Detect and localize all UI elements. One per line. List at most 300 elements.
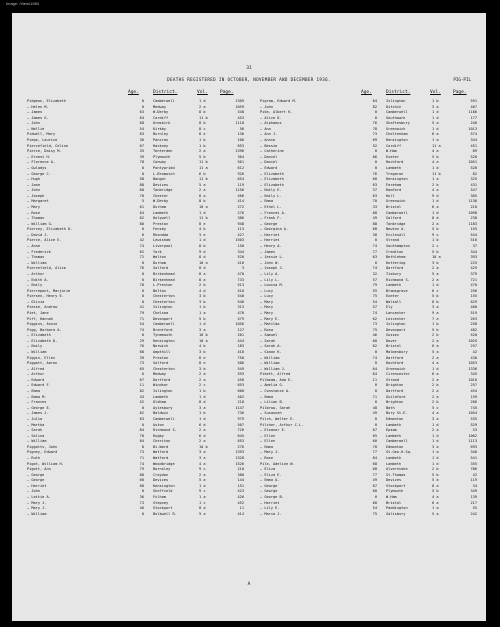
entry-name: — Amelia G. xyxy=(260,383,284,388)
entry-name: — John W. xyxy=(260,260,280,265)
entry-age: 0 xyxy=(141,444,144,449)
entry-age: 60 xyxy=(372,489,377,494)
entry-name: — Sarah xyxy=(260,338,276,343)
entry-volume: 5 a xyxy=(432,350,439,355)
entry-age: 73 xyxy=(372,322,377,327)
entry-page: 423 xyxy=(237,489,244,494)
entry-district: Sussex xyxy=(386,333,399,338)
entry-age: 78 xyxy=(139,160,144,165)
entry-age: 74 xyxy=(372,355,377,360)
entry-page: 276 xyxy=(237,210,244,215)
entry-district: Tynemouth xyxy=(153,333,173,338)
entry-age: 0 xyxy=(141,171,144,176)
entry-page: 1309 xyxy=(235,99,244,103)
entry-district: Lambeth xyxy=(386,422,402,427)
entry-name: Piggotts, John xyxy=(27,444,58,449)
entry-volume: 4 b xyxy=(199,344,206,349)
entry-name: — Anne xyxy=(27,244,40,249)
entry-age: 80 xyxy=(139,472,144,477)
entry-age: 0 xyxy=(374,416,377,421)
entry-name: — Mary xyxy=(260,299,273,304)
entry-volume: 5 a xyxy=(432,271,439,276)
entry-volume: 4 a xyxy=(432,495,439,500)
entry-page: 242 xyxy=(470,511,477,516)
entry-district: Islington xyxy=(386,99,406,103)
entry-page: 106 xyxy=(237,138,244,143)
entry-district: Medway xyxy=(153,372,166,377)
entry-name: — John xyxy=(27,188,40,193)
entry-page: 540 xyxy=(237,294,244,299)
entry-name: — James xyxy=(260,249,276,254)
entry-name: — James G. xyxy=(27,115,49,120)
entry-page: 549 xyxy=(237,366,244,371)
entry-name: — George xyxy=(27,478,45,483)
entry-district: Cheltenham xyxy=(386,132,408,137)
entry-name: Pilcher, Arthur C.L. xyxy=(260,422,304,427)
entry-volume: 1 b xyxy=(199,143,206,148)
entry-district: Durham xyxy=(153,204,166,209)
entry-page: 1098 xyxy=(468,210,477,215)
entry-page: 507 xyxy=(237,422,244,427)
entry-district: Stepney xyxy=(153,500,169,505)
entry-page: 257 xyxy=(470,344,477,349)
entry-volume: 1 a xyxy=(432,506,439,511)
entry-name: — Ethel L. xyxy=(260,204,282,209)
entry-district: Lambeth xyxy=(153,394,169,399)
entry-age: 39 xyxy=(139,154,144,159)
entry-volume: 3 a xyxy=(199,450,206,455)
entry-page: 407 xyxy=(470,104,477,109)
entry-district: Camberwell xyxy=(153,322,175,327)
entry-age: 68 xyxy=(139,121,144,126)
entry-district: Dartford xyxy=(153,377,171,382)
entry-age: 75 xyxy=(372,327,377,332)
entry-page: 410 xyxy=(237,260,244,265)
entry-name: — Alfred xyxy=(27,366,45,371)
entry-district: Oldham xyxy=(153,400,166,405)
entry-volume: 5 b xyxy=(432,472,439,477)
entry-page: 529 xyxy=(470,422,477,427)
entry-name: Pidgeon, Elizabeth xyxy=(27,99,66,103)
entry-volume: 6 a xyxy=(432,372,439,377)
entry-district: Plymouth xyxy=(386,489,404,494)
entry-district: Brighton xyxy=(386,383,404,388)
entry-page: 574 xyxy=(470,132,477,137)
entry-age: 33 xyxy=(372,204,377,209)
entry-page: 56 xyxy=(239,126,244,131)
entry-volume: 4 a xyxy=(432,160,439,165)
entry-age: 39 xyxy=(139,355,144,360)
entry-name: — Maria J. xyxy=(260,511,282,516)
entry-district: Guildford xyxy=(386,394,406,399)
entry-volume: 9 c xyxy=(432,232,439,237)
entry-name: — Emma xyxy=(260,199,273,204)
entry-volume: 2 a xyxy=(432,277,439,282)
entry-district: Lancaster xyxy=(386,310,406,315)
entry-page: 159 xyxy=(470,394,477,399)
entry-page: 344 xyxy=(237,249,244,254)
entry-name: Pidwell, Mary xyxy=(27,132,56,137)
entry-name: Piercey, Elizabeth D. xyxy=(27,227,73,232)
entry-volume: 2 c xyxy=(432,244,439,249)
entry-age: 54 xyxy=(372,299,377,304)
entry-age: 74 xyxy=(139,461,144,466)
entry-district: Kirkby xyxy=(153,126,166,131)
entry-page: 427 xyxy=(237,232,244,237)
page-reference: PIG-PIL xyxy=(453,77,471,82)
entry-name: — William xyxy=(27,511,47,516)
entry-page: 183 xyxy=(237,344,244,349)
entry-age: 58 xyxy=(139,177,144,182)
entry-age: 68 xyxy=(372,227,377,232)
entry-volume: 1 d xyxy=(432,126,439,131)
entry-district: Exeter xyxy=(386,294,399,299)
entry-page: 1013 xyxy=(468,126,477,131)
entry-name: — Lily E. xyxy=(260,506,280,511)
entry-age: 82 xyxy=(139,389,144,394)
entry-name: — Emma M. xyxy=(27,394,47,399)
entry-district: Kettering xyxy=(386,260,406,265)
entry-page: 119 xyxy=(237,182,244,187)
entry-district: Brighton xyxy=(386,400,404,405)
entry-page: 519 xyxy=(470,310,477,315)
entry-volume: 8 a xyxy=(199,193,206,198)
entry-name: — Joseph xyxy=(27,193,45,198)
table-row xyxy=(27,512,247,518)
entry-district: Devizes xyxy=(386,478,402,483)
entry-age: 0 xyxy=(141,227,144,232)
entry-name: — Ellen xyxy=(260,439,276,444)
entry-name: — Emily xyxy=(27,344,43,349)
entry-page: 305 xyxy=(470,193,477,198)
entry-page: 645 xyxy=(237,433,244,438)
entry-page: 217 xyxy=(470,500,477,505)
entry-page: 745 xyxy=(470,405,477,410)
entry-age: 62 xyxy=(139,216,144,221)
entry-district: Chester xyxy=(153,193,169,198)
entry-volume: 6 a xyxy=(432,344,439,349)
entry-age: 63 xyxy=(139,416,144,421)
entry-name: — Samuel xyxy=(260,333,278,338)
entry-volume: 3 e xyxy=(199,232,206,237)
entry-name: — Ann J. xyxy=(260,132,278,137)
entry-page: 1156 xyxy=(235,188,244,193)
entry-page: 516 xyxy=(470,238,477,243)
entry-district: Dover xyxy=(386,338,397,343)
entry-district: Salisbury xyxy=(386,511,406,516)
entry-page: 466 xyxy=(237,193,244,198)
entry-name: — Rosa xyxy=(260,327,273,332)
entry-district: Leicester xyxy=(386,316,406,321)
entry-district: Pontypridd xyxy=(153,165,175,170)
entry-name: — Frederick xyxy=(27,249,51,254)
entry-name: — Mary J. xyxy=(27,506,47,511)
entry-age: 0 xyxy=(141,489,144,494)
entry-age: 70 xyxy=(372,444,377,449)
entry-age: 63 xyxy=(372,255,377,260)
entry-district: Camberwell xyxy=(386,210,408,215)
entry-age: 62 xyxy=(372,344,377,349)
entry-page: 410 xyxy=(237,350,244,355)
entry-page: 386 xyxy=(237,216,244,221)
entry-volume: 4 a xyxy=(432,149,439,154)
entry-name: — William xyxy=(260,355,280,360)
entry-volume: 2 a xyxy=(199,104,206,109)
entry-name: — Daniel xyxy=(260,160,278,165)
entry-district: Fareham xyxy=(386,182,402,187)
entry-name: — Ellen xyxy=(260,433,276,438)
entry-volume: 8 e xyxy=(199,355,206,360)
entry-district: W.Ham xyxy=(386,149,397,154)
column-headers xyxy=(260,90,480,99)
entry-district: Bromsgrove xyxy=(386,288,408,293)
entry-page: 733 xyxy=(237,277,244,282)
entry-name: — Eliza E. xyxy=(260,472,282,477)
entry-page: 344 xyxy=(470,138,477,143)
entry-district: Dartford xyxy=(386,389,404,394)
entry-page: 926 xyxy=(237,171,244,176)
entry-name: — Louisa M. xyxy=(260,283,284,288)
entry-volume: 5 a xyxy=(199,182,206,187)
entry-volume: 3 a xyxy=(432,444,439,449)
entry-volume: 3 a xyxy=(432,416,439,421)
entry-district: Stockport xyxy=(153,506,173,511)
entry-district: Aylesbury xyxy=(153,405,173,410)
entry-name: Pilch, Walter E. xyxy=(260,416,295,421)
entry-age: 61 xyxy=(139,204,144,209)
entry-district: Romford xyxy=(386,188,402,193)
entry-district: Lambeth xyxy=(153,210,169,215)
entry-page: 1118 xyxy=(235,121,244,126)
entry-page: 1136 xyxy=(468,199,477,204)
entry-name: — John xyxy=(260,104,273,109)
entry-district: Devizes xyxy=(153,182,169,187)
entry-volume: 5 b xyxy=(199,154,206,159)
entry-page: 444 xyxy=(237,338,244,343)
page-number: 31 xyxy=(246,66,252,71)
entry-page: 456 xyxy=(237,377,244,382)
entry-page: 119 xyxy=(470,478,477,483)
register-page xyxy=(12,13,486,621)
entry-volume: 1 d xyxy=(199,322,206,327)
entry-volume: 3 a xyxy=(432,305,439,310)
entry-district: Kensington xyxy=(386,177,408,182)
entry-volume: 2 a xyxy=(199,149,206,154)
entry-volume: 5 b xyxy=(432,489,439,494)
entry-name: — George xyxy=(260,489,278,494)
entry-volume: 8 a xyxy=(432,483,439,488)
entry-page: 726 xyxy=(237,428,244,433)
entry-page: 653 xyxy=(237,439,244,444)
entry-volume: 1 b xyxy=(432,238,439,243)
entry-age: 60 xyxy=(372,338,377,343)
page-header: Page. xyxy=(220,90,234,95)
entry-page: 546 xyxy=(237,299,244,304)
entry-volume: 2 a xyxy=(432,394,439,399)
entry-name: — John xyxy=(27,121,40,126)
entry-age: 73 xyxy=(139,500,144,505)
entry-age: 84 xyxy=(139,439,144,444)
entry-page: 786 xyxy=(470,467,477,472)
entry-page: 1054 xyxy=(468,411,477,416)
entry-name: Piet, Jane xyxy=(27,310,49,315)
entry-age: 74 xyxy=(372,244,377,249)
entry-name: — Joseph J. xyxy=(260,266,284,271)
viewer-toolbar xyxy=(0,0,500,12)
entry-volume: 1 d xyxy=(432,439,439,444)
entry-volume: 1 b xyxy=(199,305,206,310)
entry-volume: 2 a xyxy=(199,372,206,377)
entry-page: 482 xyxy=(470,327,477,332)
entry-page: 37 xyxy=(472,244,477,249)
entry-page: 451 xyxy=(470,143,477,148)
entry-page: 256 xyxy=(470,288,477,293)
entry-age: 0 xyxy=(141,405,144,410)
entry-age: 49 xyxy=(372,411,377,416)
entry-name: — Harriet xyxy=(27,483,47,488)
entry-volume: 1 d xyxy=(432,210,439,215)
entry-volume: 2 a xyxy=(432,338,439,343)
entry-district: Greenwich xyxy=(386,199,406,204)
entry-district: Tonbridge xyxy=(153,188,173,193)
entry-district: Ely xyxy=(386,305,393,310)
entry-name: — Mary xyxy=(260,310,273,315)
entry-age: 70 xyxy=(139,433,144,438)
entry-page: 948 xyxy=(237,221,244,226)
entry-volume: 2 a xyxy=(432,266,439,271)
entry-age: 0 xyxy=(374,495,377,500)
entry-district: Stockport xyxy=(386,483,406,488)
entry-district: Alverstoke xyxy=(386,467,408,472)
entry-volume: 6 d xyxy=(199,422,206,427)
entry-district: L.Bromwich xyxy=(153,171,175,176)
entry-age: 71 xyxy=(139,316,144,321)
entry-volume: 2 a xyxy=(199,439,206,444)
entry-name: Pigott, Ann xyxy=(27,467,51,472)
entry-age: 60 xyxy=(372,177,377,182)
entry-age: 71 xyxy=(372,394,377,399)
entry-page: 1396 xyxy=(235,149,244,154)
entry-district: Cardiff xyxy=(386,143,402,148)
entry-page: 393 xyxy=(470,255,477,260)
entry-age: 0 xyxy=(374,361,377,366)
entry-district: Holywell xyxy=(153,216,171,221)
entry-district: Salford xyxy=(386,216,402,221)
entry-age: 68 xyxy=(372,461,377,466)
entry-page: 340 xyxy=(470,450,477,455)
entry-name: — Lottie A. xyxy=(27,495,51,500)
entry-district: Tregaron xyxy=(386,171,404,176)
entry-name: — William xyxy=(27,260,47,265)
entry-volume: 8 e xyxy=(199,361,206,366)
entry-name: Pigot, William H. xyxy=(27,461,64,466)
entry-page: 1328 xyxy=(235,456,244,460)
entry-name: — Lily A. xyxy=(260,271,280,276)
entry-name: — Ruth xyxy=(27,456,40,460)
entry-volume: 1 d xyxy=(432,199,439,204)
entry-page: 150 xyxy=(237,244,244,249)
entry-volume: 8 d xyxy=(432,216,439,221)
entry-age: 62 xyxy=(372,316,377,321)
entry-name: — Thomas xyxy=(27,255,45,260)
entry-page: 414 xyxy=(237,511,244,516)
entry-age: 68 xyxy=(372,467,377,472)
entry-name: — Mary E. xyxy=(260,316,280,321)
entry-name: — Arthur xyxy=(27,372,45,377)
entry-name: — James xyxy=(27,110,43,115)
entry-name: — Daniel xyxy=(260,154,278,159)
entry-volume: 1 b xyxy=(432,322,439,327)
entry-page: 1062 xyxy=(468,433,477,438)
entry-district: Ampthill xyxy=(153,350,171,355)
entry-volume: 6 b xyxy=(432,299,439,304)
entry-name: — Margaret xyxy=(27,199,49,204)
entry-volume: 2 b xyxy=(432,182,439,187)
entry-volume: 8 d xyxy=(199,255,206,260)
entry-volume: 11 a xyxy=(199,165,208,170)
entry-name: — David J. xyxy=(27,232,49,237)
entry-district: Liverpool xyxy=(153,244,173,249)
entry-name: — Alice D. xyxy=(260,115,282,120)
entry-age: 69 xyxy=(372,138,377,143)
entry-volume: 3 a xyxy=(199,405,206,410)
entry-name: — Mary xyxy=(27,204,40,209)
entry-volume: 6 a xyxy=(432,132,439,137)
entry-age: 88 xyxy=(139,182,144,187)
entry-page: 225 xyxy=(470,260,477,265)
entry-name: — Lily L. xyxy=(260,277,280,282)
entry-district: Belton xyxy=(153,288,166,293)
entry-name: Pilbrow, Sarah xyxy=(260,405,291,410)
entry-volume: 4 d xyxy=(199,288,206,293)
entry-page: 348 xyxy=(237,110,244,115)
entry-volume: 2 a xyxy=(199,428,206,433)
entry-volume: 2 c xyxy=(199,383,206,388)
entry-district: Barnsley xyxy=(153,467,171,472)
entry-page: 460 xyxy=(470,305,477,310)
entry-district: Ditchin xyxy=(386,104,402,109)
entry-volume: 1 d xyxy=(432,366,439,371)
entry-district: Birkenhead xyxy=(153,271,175,276)
entry-district: W.Derby xyxy=(153,199,169,204)
entry-name: — Olivia xyxy=(27,299,45,304)
entry-district: Exeter xyxy=(386,154,399,159)
entry-district: Norwich xyxy=(153,344,169,349)
entry-volume: 1 d xyxy=(432,115,439,120)
entry-district: Chesterton xyxy=(153,299,175,304)
entry-age: 63 xyxy=(139,132,144,137)
entry-age: 46 xyxy=(372,333,377,338)
entry-name: Pierrepont, Marjorie xyxy=(27,288,71,293)
entry-page: 1010 xyxy=(468,377,477,382)
entry-district: Malmesbury xyxy=(386,350,408,355)
entry-district: Greenwich xyxy=(386,126,406,131)
page-header: Page. xyxy=(453,90,467,95)
entry-name: Pilbeam, Ada E. xyxy=(260,377,293,382)
entry-volume: 9 a xyxy=(199,511,206,516)
entry-age: 0 xyxy=(374,115,377,120)
entry-page: 261 xyxy=(237,333,244,338)
entry-name: — Selina xyxy=(27,433,45,438)
entry-name: — Jane xyxy=(27,182,40,187)
entry-page: 612 xyxy=(237,165,244,170)
entry-volume: 2 b xyxy=(432,333,439,338)
entry-age: 0 xyxy=(141,299,144,304)
entry-page: 547 xyxy=(470,188,477,193)
entry-volume: 2 b xyxy=(432,383,439,388)
entry-name: — George B. xyxy=(260,495,284,500)
entry-age: 75 xyxy=(372,294,377,299)
